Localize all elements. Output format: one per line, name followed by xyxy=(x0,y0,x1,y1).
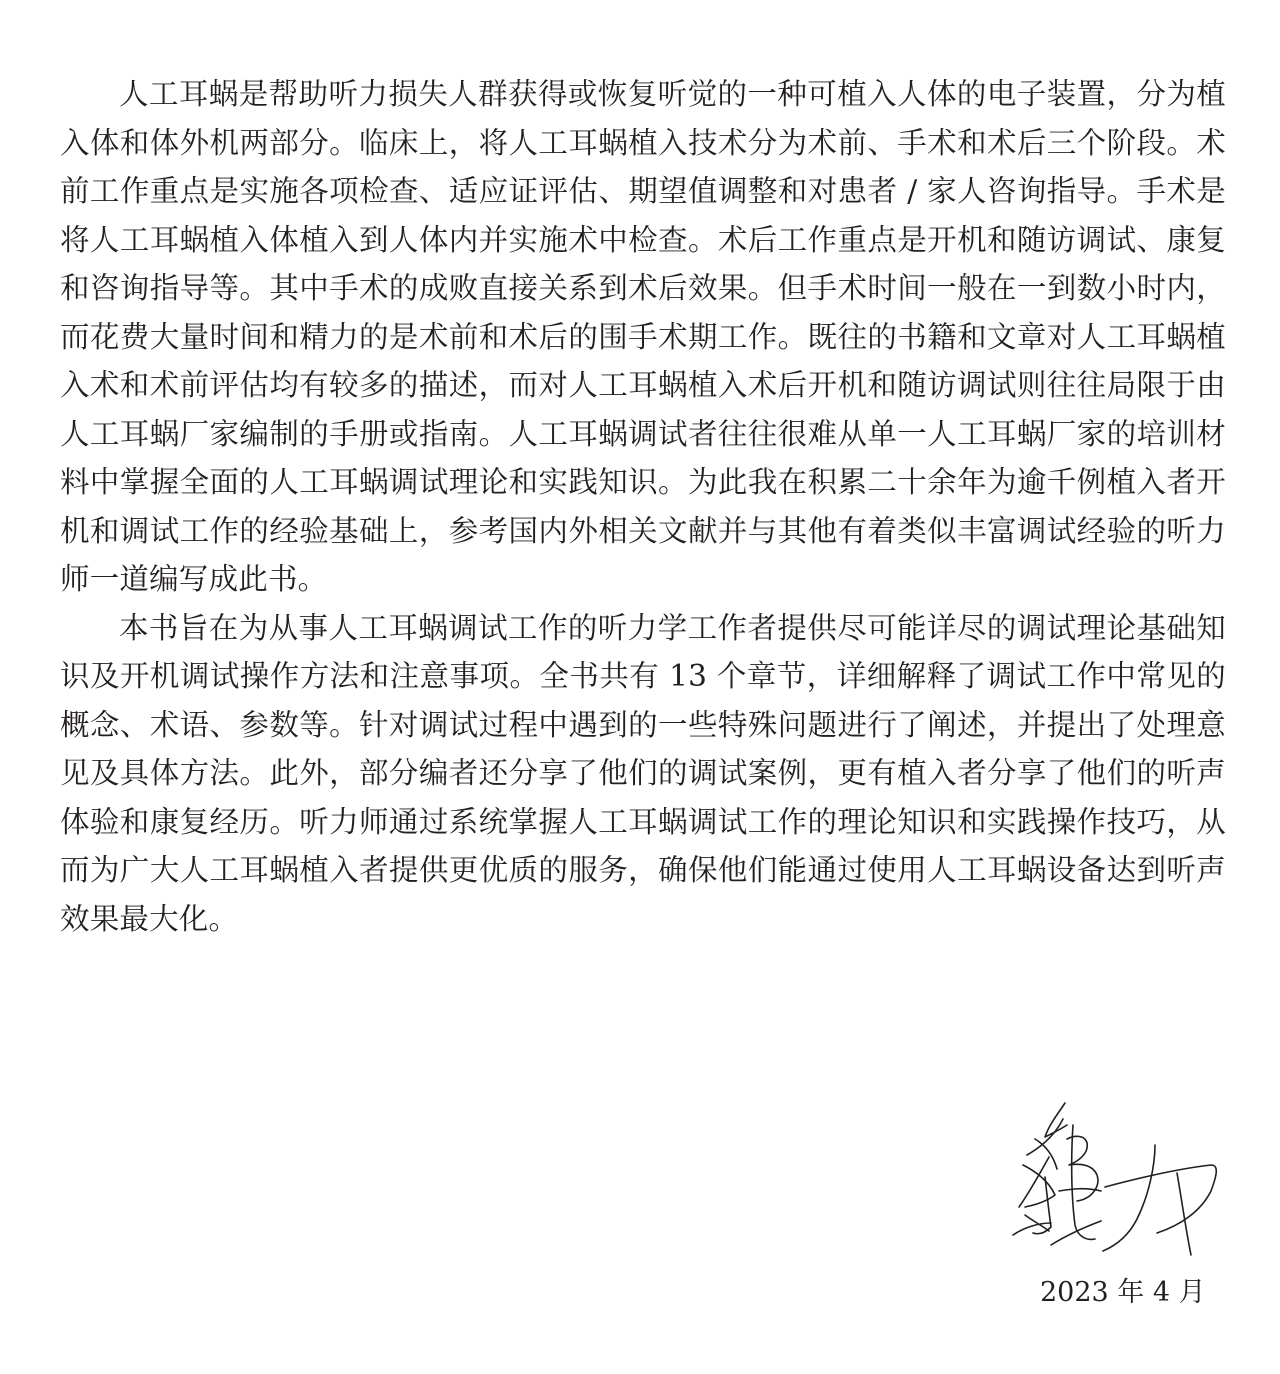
date-line: 2023 年 4 月 xyxy=(1040,1277,1206,1308)
handwritten-signature xyxy=(1005,1095,1230,1265)
body-text xyxy=(60,70,1226,943)
paragraph-2: 本书旨在为从事人工耳蜗调试工作的听力学工作者提供尽可能详尽的调试理论基础知识及开机调试操作方法和注意事项。全书共有 13 个章节，详细解释了调试工作中常见的概念、术语、参数等。针对调试过程中遇到的一些特殊问题进行了阐述，并提出了处理意见及具体方法。此外，部分编者还分享了他们的调试案例，更有植入者分享了他们的听声体验和康复经历。听力师通过系统掌握人工耳蜗调试工作的理论知识和实践操作技巧，从而为广大人工耳蜗植入者提供更优质的服务，确保他们能通过使用人工耳蜗设备达到听声效果最大化。 xyxy=(60,610,1226,936)
paragraph-1: 人工耳蜗是帮助听力损失人群获得或恢复听觉的一种可植入人体的电子装置，分为植入体和体外机两部分。临床上，将人工耳蜗植入技术分为术前、手术和术后三个阶段。术前工作重点是实施各项检查、适应证评估、期望值调整和对患者 / 家人咨询指导。手术是将人工耳蜗植入体植入到人体内并实施术中检查。术后工作重点是开机和随访调试、康复和咨询指导等。其中手术的成败直接关系到术后效果。但手术时间一般在一到数小时内，而花费大量时间和精力的是术前和术后的围手术期工作。既往的书籍和文章对人工耳蜗植入术和术前评估均有较多的描述，而对人工耳蜗植入术后开机和随访调试则往往局限于由人工耳蜗厂家编制的手册或指南。人工耳蜗调试者往往很难从单一人工耳蜗厂家的培训材料中掌握全面的人工耳蜗调试理论和实践知识。为此我在积累二十余年为逾千例植入者开机和调试工作的经验基础上，参考国内外相关文献并与其他有着类似丰富调试经验的听力师一道编写成此书。 xyxy=(60,77,1226,596)
